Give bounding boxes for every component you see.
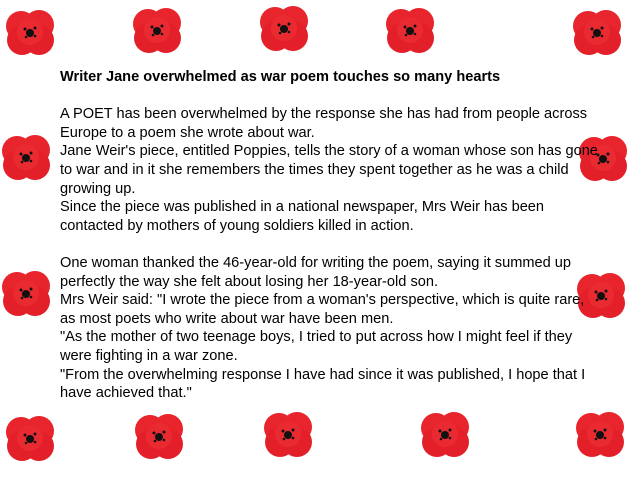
paragraph: A POET has been overwhelmed by the response she has had from people across Europe to a poem she wrote about war. — [60, 106, 588, 141]
poppy-icon — [135, 414, 183, 459]
paragraph-gap — [60, 235, 600, 254]
paragraph: Jane Weir's piece, entitled Poppies, tells the story of a woman whose son has gone to war and in it she remembers the times they spent together as he was a child growing up. — [60, 143, 598, 197]
paragraph: Since the piece was published in a national newspaper, Mrs Weir has been contacted by mothers of young soldiers killed in action. — [60, 199, 545, 234]
poppy-icon — [573, 10, 621, 55]
poppy-icon — [386, 8, 434, 53]
paragraph: "As the mother of two teenage boys, I tried to put across how I might feel if they were fighting in a war zone. — [60, 329, 573, 364]
poppy-icon — [6, 416, 54, 461]
poppy-icon — [2, 135, 50, 180]
poppy-icon — [264, 412, 312, 457]
poppy-icon — [133, 8, 181, 53]
poppy-icon — [2, 271, 50, 316]
article-body — [60, 68, 600, 403]
poppy-icon — [260, 6, 308, 51]
paragraph: "From the overwhelming response I have had since it was published, I hope that I have achieved that." — [60, 366, 586, 402]
poppy-icon — [421, 412, 469, 457]
article-headline: Writer Jane overwhelmed as war poem touches so many hearts — [60, 69, 501, 85]
poppy-icon — [576, 412, 624, 457]
paragraph: One woman thanked the 46-year-old for writing the poem, saying it summed up perfectly the way she felt about losing her 18-year-old son. — [60, 254, 572, 290]
poppy-icon — [6, 10, 54, 55]
paragraph: Mrs Weir said: "I wrote the piece from a woman's perspective, which is quite rare, as most poets who write about war have been men. — [60, 292, 585, 327]
